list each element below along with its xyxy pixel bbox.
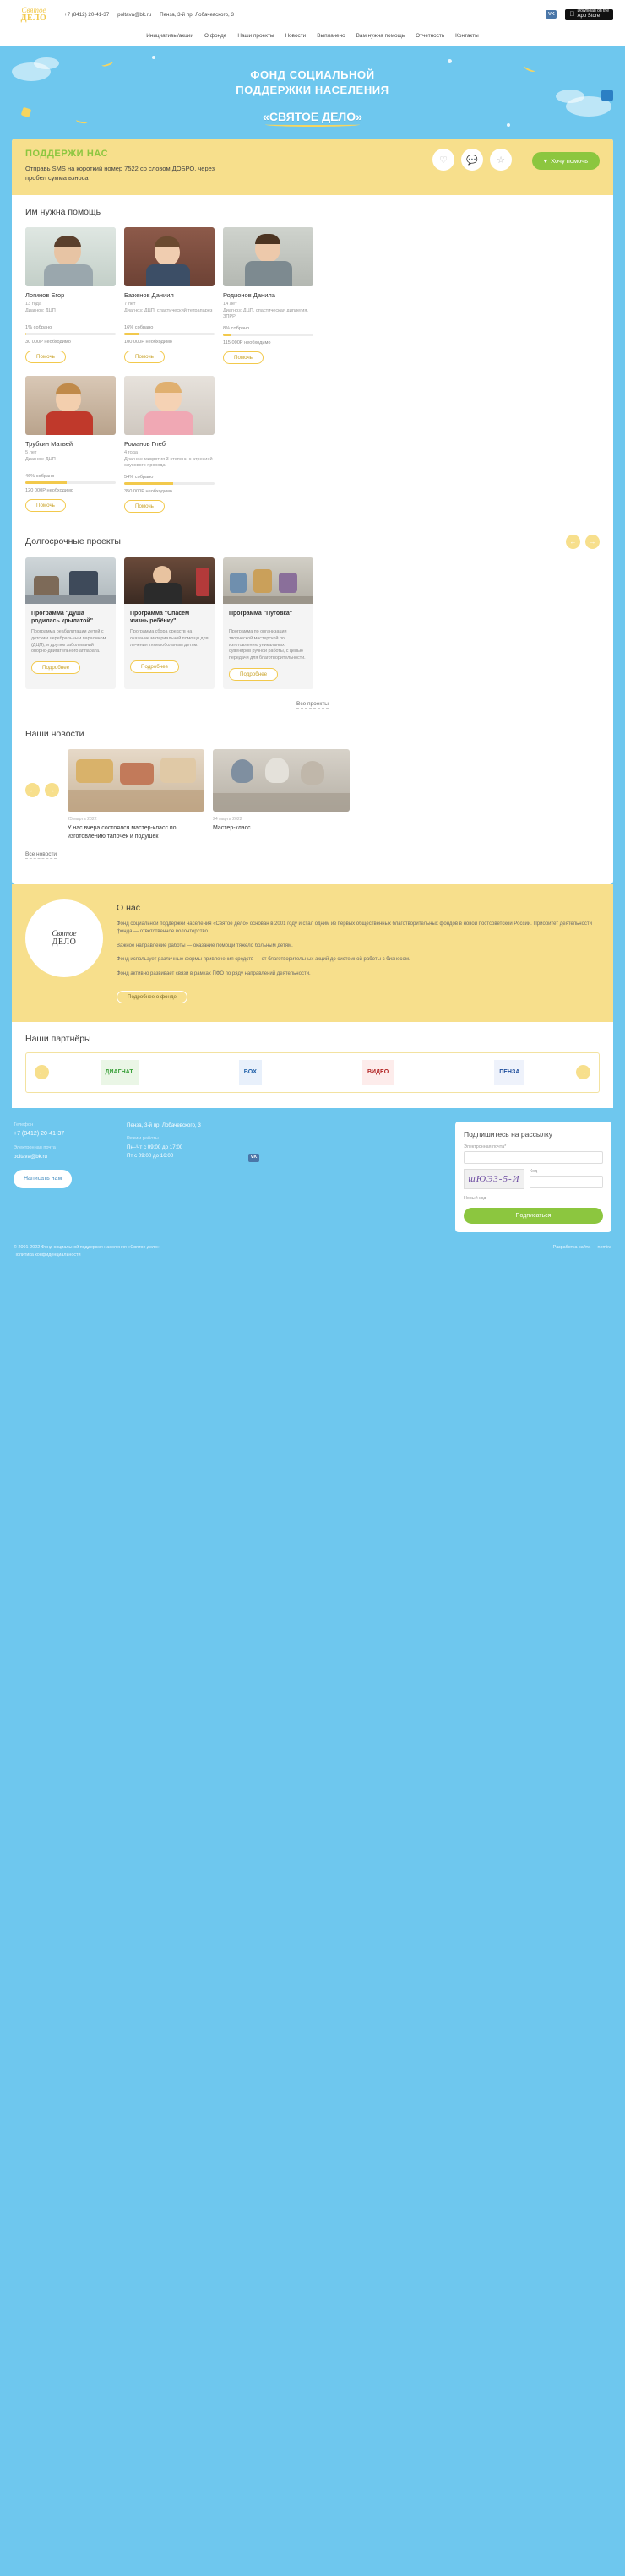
- email-label: Электронная почта: [14, 1145, 56, 1151]
- project-more-button[interactable]: Подробнее: [229, 668, 278, 681]
- subscribe-form: [455, 1122, 611, 1232]
- project-photo: [25, 557, 116, 604]
- captcha-image: шЮЭ3-5-И: [464, 1169, 524, 1189]
- project-text: Программа реабилитации детей с детским церебральным параличом (ДЦП), и другим заболеваний опорно-двигательного аппарата.: [31, 628, 106, 655]
- child-photo: [124, 227, 215, 286]
- partners-section: [12, 1022, 613, 1108]
- dot-decoration: [152, 56, 155, 59]
- news-card[interactable]: [68, 749, 204, 841]
- child-diagnosis: Диагноз: микротия 3 степени с атрезией слухового прохода: [124, 456, 213, 469]
- news-arrows: [25, 749, 59, 797]
- child-diagnosis: Диагноз: ДЦП: [25, 307, 56, 313]
- collected-label: собрано: [134, 474, 154, 480]
- arrow-right-icon[interactable]: →: [585, 535, 600, 549]
- hero-title-wrap: [256, 102, 369, 125]
- child-diagnosis: Диагноз: ДЦП, спастический тетрапарез: [124, 307, 213, 313]
- help-button[interactable]: Помочь: [25, 499, 66, 512]
- footer-contact-col: [14, 1122, 115, 1182]
- collected-label: собрано: [134, 324, 154, 330]
- arrow-left-icon[interactable]: ←: [566, 535, 580, 549]
- child-age: 4 года: [124, 449, 138, 455]
- new-code-link[interactable]: Новый код: [464, 1195, 486, 1201]
- hero-line-1: ФОНД СОЦИАЛЬНОЙ: [250, 68, 375, 81]
- all-news-link-wrap: [25, 841, 600, 869]
- child-photo: [25, 376, 116, 435]
- news-card[interactable]: [213, 749, 350, 841]
- project-text: Программа сбора средств на оказание материальной помощи для лечения тяжелобольным детям.: [130, 628, 209, 648]
- footer-hours-1: Пн–Чт с 09:00 до 17:00: [127, 1144, 183, 1150]
- logo-line-2: ДЕЛО: [20, 13, 47, 23]
- projects-header: [25, 535, 600, 549]
- vk-icon[interactable]: VK: [248, 1154, 259, 1162]
- phone-label: Телефон: [14, 1122, 34, 1128]
- footer-bottom: [0, 1239, 625, 1271]
- child-age: 13 года: [25, 301, 42, 307]
- percent-value: 54%: [124, 474, 134, 480]
- collected-label: собрано: [35, 473, 55, 479]
- news-section: [12, 714, 613, 884]
- captcha-input[interactable]: [530, 1176, 603, 1188]
- progress-bar: [25, 481, 116, 484]
- projects-grid: [25, 557, 600, 689]
- child-photo: [223, 227, 313, 286]
- needed-label: необходимо: [145, 339, 172, 345]
- news-wrap: [25, 749, 600, 841]
- header-address: Пенза, 3-й пр. Лобачевского, 3: [160, 11, 234, 18]
- projects-title: Долгосрочные проекты: [25, 536, 121, 547]
- needed-label: необходимо: [145, 488, 172, 494]
- project-photo: [124, 557, 215, 604]
- privacy-policy-link[interactable]: Политика конфиденциальности: [14, 1252, 81, 1258]
- partner-logo[interactable]: ПЕНЗА: [494, 1060, 524, 1085]
- site-logo[interactable]: [12, 2, 56, 27]
- child-name: Трубкин Матвей: [25, 439, 73, 448]
- collected-percent: [25, 325, 116, 330]
- collected-percent: [25, 474, 116, 479]
- logo-line-1: Святое: [21, 5, 46, 14]
- collected-label: собрано: [231, 325, 250, 331]
- partner-logo[interactable]: BOX: [239, 1060, 262, 1085]
- partners-title: Наши партнёры: [25, 1033, 91, 1044]
- child-name: Романов Глеб: [124, 439, 166, 448]
- need-help-card[interactable]: [124, 227, 215, 364]
- nav-item-2[interactable]: Наши проекты: [237, 33, 274, 39]
- needed-amount: [124, 340, 215, 345]
- about-paragraph: Фонд использует различные формы привлечения средств — от благотворительных акций до системной работы с бизнесом.: [117, 957, 410, 963]
- about-logo-line-1: Святое: [52, 929, 77, 938]
- needed-label: необходимо: [44, 339, 71, 345]
- needed-amount: [25, 340, 116, 345]
- help-button[interactable]: Помочь: [25, 351, 66, 363]
- news-date: 25 марта 2022: [68, 817, 97, 823]
- captcha-row: [464, 1169, 603, 1193]
- heart-icon: ♡: [432, 149, 454, 171]
- main-nav: [0, 29, 625, 46]
- project-title: Программа "Пуговка": [229, 610, 293, 617]
- child-diagnosis: Диагноз: ДЦП: [25, 456, 56, 462]
- project-more-button[interactable]: Подробнее: [130, 660, 179, 673]
- hero-banner: [0, 46, 625, 139]
- support-title: ПОДДЕРЖИ НАС: [25, 149, 109, 159]
- developer-label: Разработка сайта —: [552, 1244, 598, 1250]
- hero-line-2: ПОДДЕРЖКИ НАСЕЛЕНИЯ: [236, 83, 389, 96]
- progress-bar: [124, 482, 215, 485]
- nav-item-1[interactable]: О фонде: [204, 33, 227, 39]
- subscribe-button[interactable]: Подписаться: [464, 1208, 603, 1224]
- arrow-left-icon[interactable]: ←: [35, 1065, 49, 1079]
- news-date: 24 марта 2022: [213, 817, 242, 823]
- need-help-card[interactable]: [223, 227, 313, 364]
- support-icons: [432, 149, 512, 171]
- child-diagnosis: Диагноз: ДЦП, спастическая диплегия, ЗПРР: [223, 307, 308, 320]
- chat-icon: 💬: [461, 149, 483, 171]
- header-email[interactable]: poltava@bk.ru: [117, 11, 152, 18]
- about-logo-line-2: ДЕЛО: [52, 937, 77, 948]
- progress-bar: [223, 334, 313, 336]
- app-store-button[interactable]: [565, 9, 613, 20]
- star-icon: ☆: [490, 149, 512, 171]
- need-help-title: Им нужна помощь: [25, 206, 101, 217]
- arrow-left-icon[interactable]: ←: [25, 783, 40, 797]
- collected-percent: [124, 475, 215, 480]
- footer-hours-2: Пт с 09:00 до 16:00: [127, 1153, 174, 1160]
- footer-phone[interactable]: +7 (8412) 20-41-37: [14, 1131, 65, 1138]
- nav-item-6[interactable]: Отчетность: [416, 33, 445, 39]
- news-title: Наши новости: [25, 729, 84, 740]
- footer-legal: [14, 1244, 160, 1259]
- child-age: 5 лет: [25, 449, 37, 455]
- child-name: Баженов Даниил: [124, 291, 174, 299]
- nav-item-0[interactable]: Инициативы/акции: [146, 33, 193, 39]
- apple-icon: [569, 11, 574, 18]
- percent-value: 46%: [25, 473, 35, 479]
- about-logo: [25, 899, 103, 977]
- app-store-line-2: App Store: [577, 14, 601, 19]
- partner-logo[interactable]: ВИДЕО: [362, 1060, 394, 1085]
- all-news-link[interactable]: Все новости: [25, 851, 57, 857]
- captcha-label: Код: [530, 1168, 538, 1174]
- about-paragraph: Фонд социальной поддержки населения «Святое дело» основан в 2001 году и стал одним из первых общественных благотворительных фондов в новой постсоветской России. Приоритет деятельности фонда — ответственное волонтерство.: [117, 921, 593, 935]
- needed-label: необходимо: [46, 487, 73, 493]
- heart-icon: ♥: [543, 157, 548, 165]
- project-card[interactable]: [223, 557, 313, 689]
- projects-arrows: [566, 535, 600, 549]
- nav-item-7[interactable]: Контакты: [455, 33, 479, 39]
- developer-name[interactable]: nemira: [597, 1244, 611, 1250]
- news-grid: [68, 749, 350, 841]
- about-paragraph: Важное направление работы — оказание помощи тяжело больным детям.: [117, 943, 293, 948]
- page-root: [0, 0, 625, 1271]
- all-projects-link-wrap: [25, 689, 600, 710]
- need-help-grid: [25, 227, 600, 364]
- project-text: Программа по организации творческой мастерской по изготовлению уникальных сувениров ручной работы, с целью передачи для благотворительности.: [229, 628, 306, 661]
- progress-bar: [25, 333, 116, 335]
- need-help-card[interactable]: [25, 376, 116, 513]
- child-photo: [124, 376, 215, 435]
- footer-address: Пенза, 3-й пр. Лобачевского, 3: [127, 1122, 201, 1128]
- subscribe-email-input[interactable]: [464, 1151, 603, 1164]
- need-help-section: [12, 195, 613, 516]
- child-name: Родионов Данила: [223, 291, 275, 299]
- news-item-title: У нас вчера состоялся мастер-класс по изготовлению тапочек и подушек: [68, 825, 177, 840]
- arrow-right-icon[interactable]: →: [45, 783, 59, 797]
- top-bar: [0, 0, 625, 29]
- project-title: Программа "Спасем жизнь ребёнку": [130, 610, 190, 625]
- needed-value: 115 000Р: [223, 340, 243, 345]
- needed-value: 120 000Р: [25, 487, 46, 493]
- vk-icon[interactable]: VK: [546, 10, 557, 19]
- hero-headline: [0, 68, 625, 125]
- footer-developer: [553, 1244, 611, 1252]
- project-title: Программа "Душа родилась крылатой": [31, 610, 94, 625]
- needed-amount: [25, 488, 116, 493]
- arrow-right-icon[interactable]: →: [576, 1065, 590, 1079]
- footer: [0, 1108, 625, 1239]
- about-section: [12, 884, 613, 1022]
- need-help-card[interactable]: [124, 376, 215, 513]
- partner-logo[interactable]: ДИАГНАТ: [101, 1060, 139, 1085]
- write-to-us-button[interactable]: Написать нам: [14, 1170, 72, 1188]
- collected-percent: [124, 325, 215, 330]
- subscribe-email-label: Электронная почта*: [464, 1144, 507, 1149]
- needed-value: 100 000Р: [124, 339, 144, 345]
- need-help-card[interactable]: [25, 227, 116, 364]
- child-age: 14 лет: [223, 301, 237, 307]
- banana-decoration: [101, 59, 113, 68]
- support-text: Отправь SMS на короткий номер 7522 со словом ДОБРО, через пробел сумма взноса: [25, 165, 215, 182]
- collected-percent: [223, 326, 313, 331]
- want-to-help-label: Хочу помочь: [551, 157, 588, 165]
- news-item-title: Мастер-класс: [213, 825, 251, 832]
- hours-label: Режим работы: [127, 1136, 159, 1142]
- footer-social-col: [248, 1122, 358, 1160]
- needed-label: необходимо: [244, 340, 271, 345]
- percent-value: 8%: [223, 325, 231, 331]
- needed-amount: [124, 489, 215, 494]
- support-banner: [12, 139, 613, 195]
- child-name: Логинов Егор: [25, 291, 65, 299]
- news-photo: [213, 749, 350, 812]
- project-more-button[interactable]: Подробнее: [31, 661, 80, 674]
- about-text-block: [117, 899, 600, 1003]
- captcha-field: [530, 1169, 603, 1193]
- percent-value: 1%: [25, 324, 33, 330]
- projects-section: [12, 516, 613, 714]
- hero-line-3: «СВЯТОЕ ДЕЛО»: [263, 110, 362, 124]
- nav-item-4[interactable]: Выплачено: [317, 33, 345, 39]
- help-button[interactable]: Помочь: [124, 351, 165, 363]
- want-to-help-button[interactable]: [532, 152, 600, 170]
- nav-item-5[interactable]: Вам нужна помощь: [356, 33, 405, 39]
- subscribe-title: Подпишитесь на рассылку: [464, 1129, 552, 1139]
- percent-value: 16%: [124, 324, 134, 330]
- app-store-line-1: Download on the: [577, 8, 609, 14]
- dot-decoration: [448, 59, 452, 63]
- project-card[interactable]: [124, 557, 215, 689]
- help-button[interactable]: Помочь: [124, 500, 165, 513]
- project-card[interactable]: [25, 557, 116, 689]
- child-age: 7 лет: [124, 301, 136, 307]
- need-help-grid-2: [25, 376, 600, 513]
- needed-value: 350 000Р: [124, 488, 144, 494]
- progress-bar: [124, 333, 215, 335]
- child-photo: [25, 227, 116, 286]
- needed-value: 30 000Р: [25, 339, 43, 345]
- about-title: О нас: [117, 902, 140, 913]
- header-phone[interactable]: +7 (8412) 20-41-37: [64, 11, 110, 18]
- collected-label: собрано: [33, 324, 52, 330]
- about-paragraph: Фонд активно развивает связи в рамках ПФО по ряду направлений деятельности.: [117, 971, 311, 977]
- all-projects-link[interactable]: Все проекты: [296, 701, 329, 708]
- footer-email[interactable]: poltava@bk.ru: [14, 1153, 47, 1160]
- help-button[interactable]: Помочь: [223, 351, 264, 364]
- main-content-card: [12, 139, 613, 884]
- news-photo: [68, 749, 204, 812]
- partner-logo-list: [56, 1060, 569, 1085]
- about-more-button[interactable]: Подробнее о фонде: [117, 991, 188, 1003]
- needed-amount: [223, 340, 313, 345]
- project-photo: [223, 557, 313, 604]
- footer-address-col: [127, 1122, 236, 1160]
- app-store-label: [577, 9, 609, 19]
- nav-item-3[interactable]: Новости: [285, 33, 307, 39]
- copyright-text: © 2001-2022 Фонд социальной поддержки населения «Святое дело»: [14, 1244, 160, 1250]
- partners-carousel: [25, 1052, 600, 1093]
